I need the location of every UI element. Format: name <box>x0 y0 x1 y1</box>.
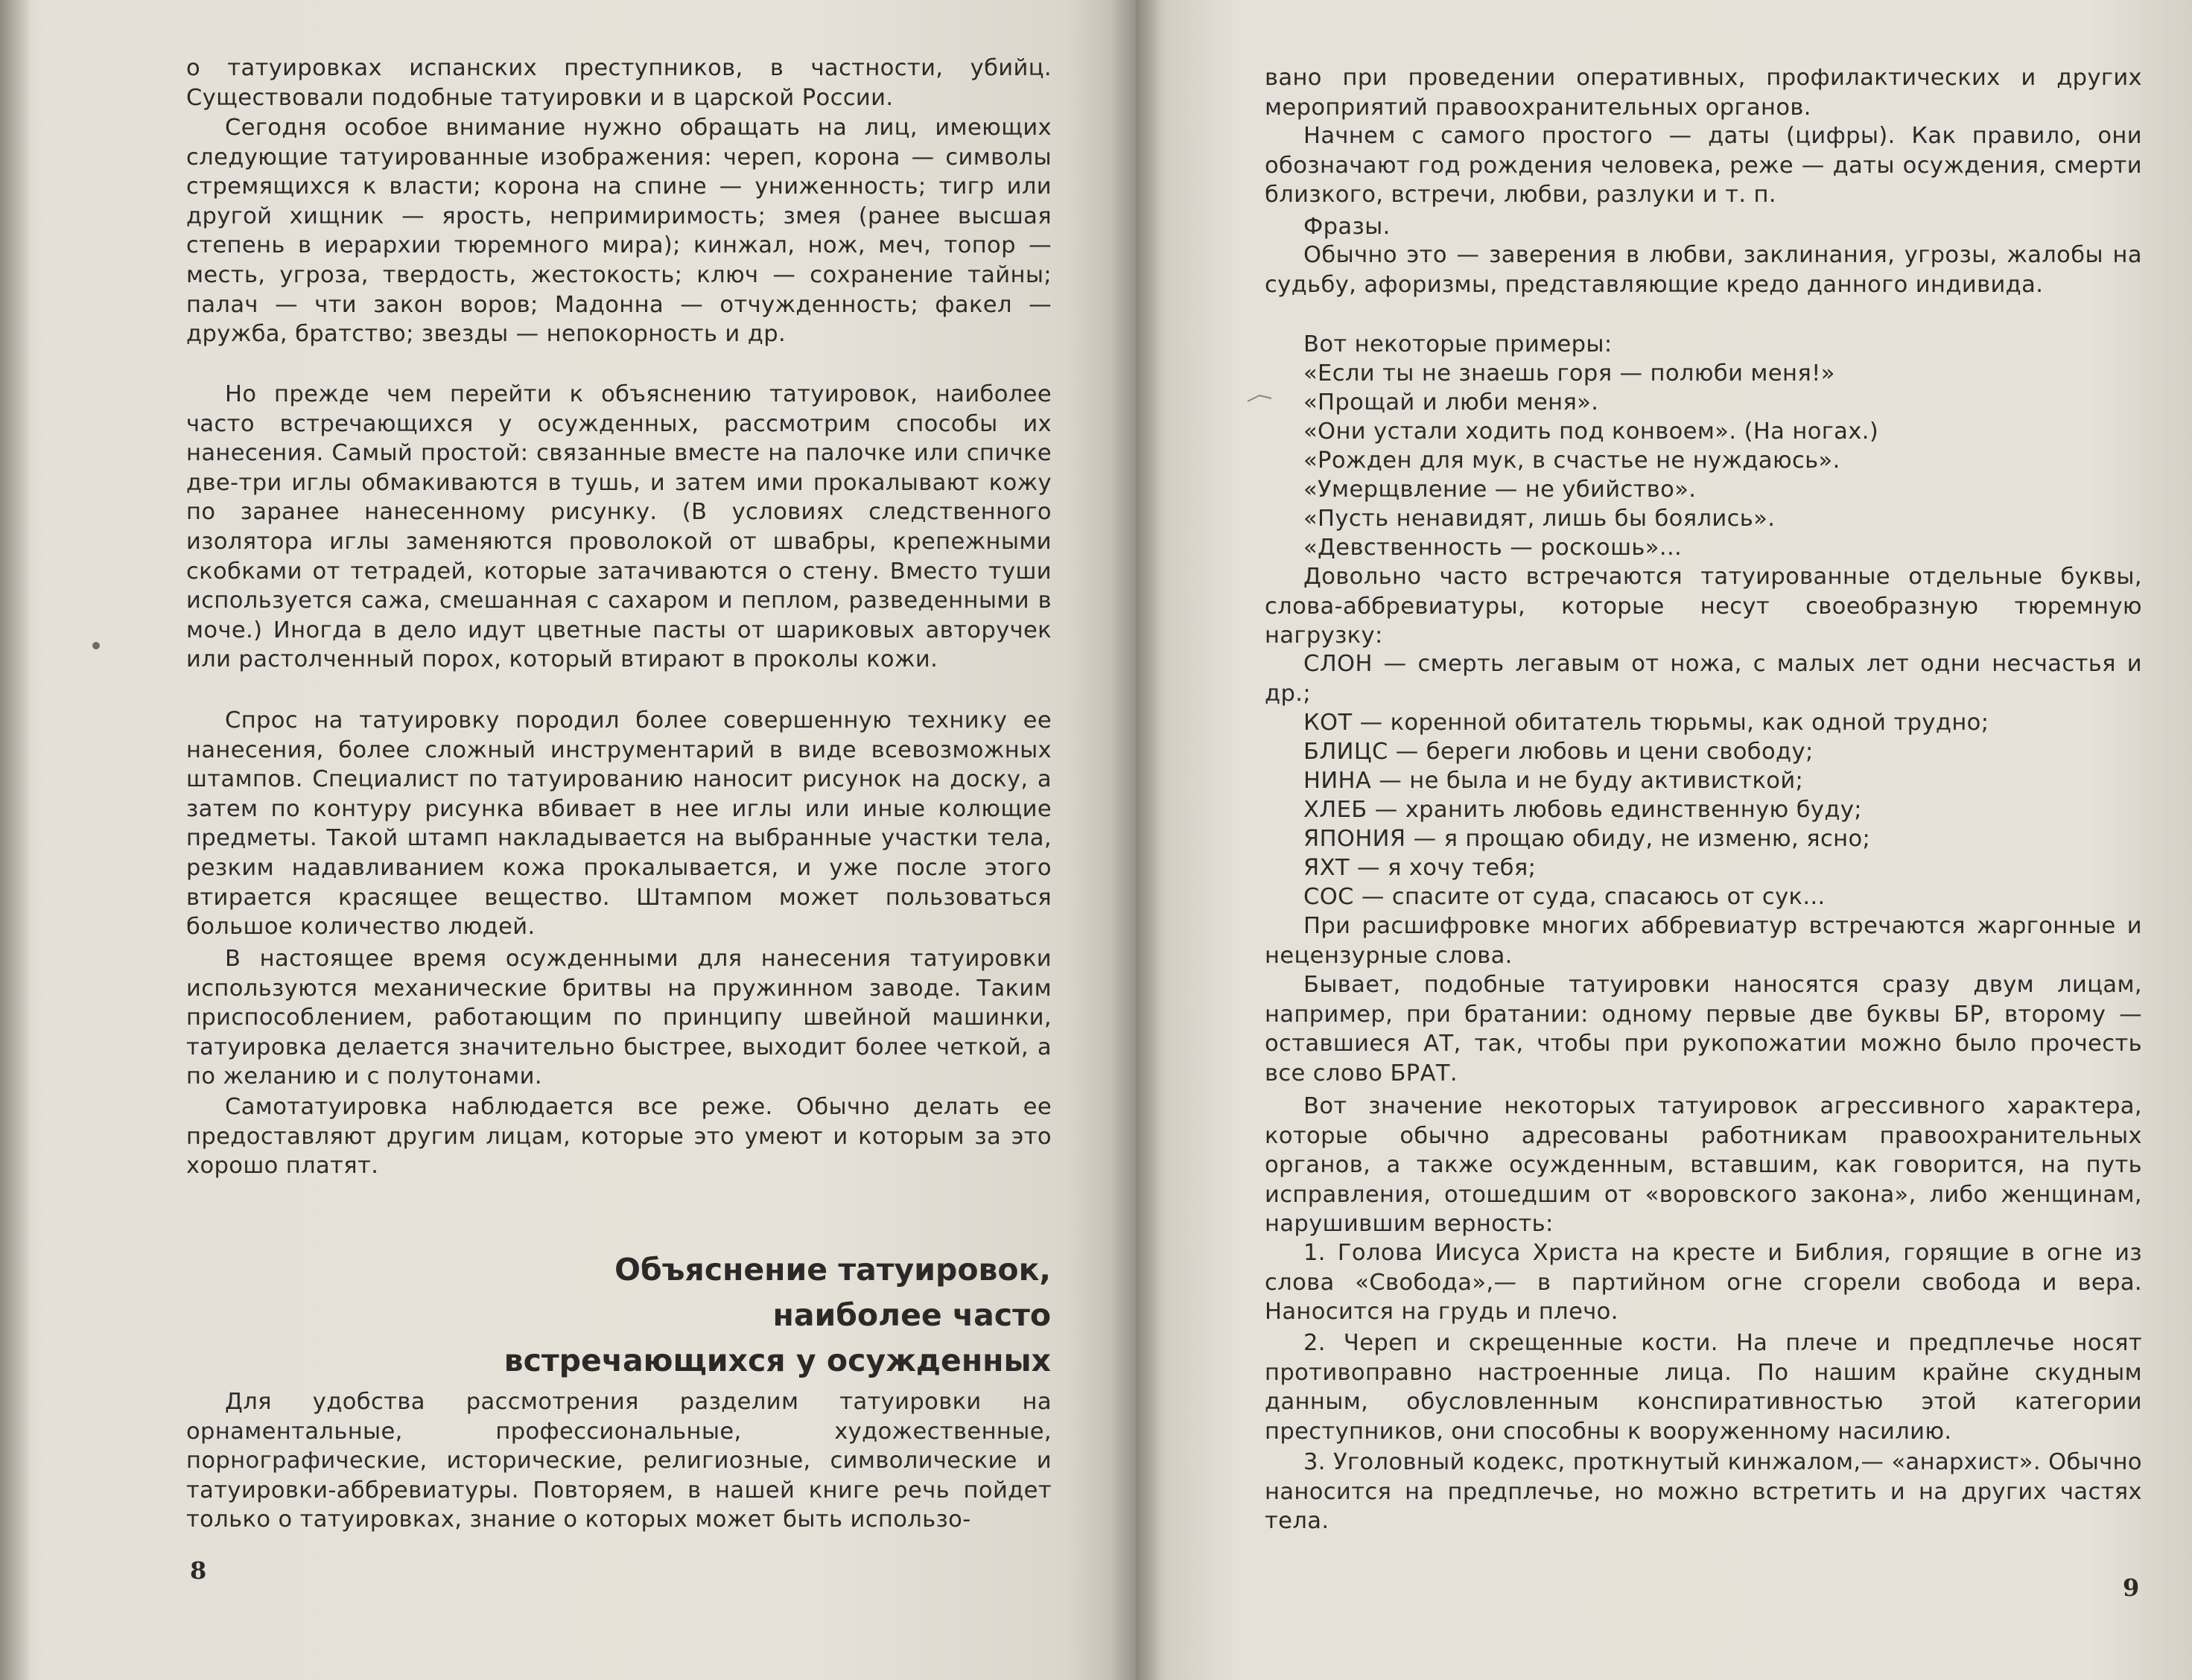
page-edge <box>0 0 31 1680</box>
abbr-yaponiya: ЯПОНИЯ — я прощаю обиду, не изменю, ясно; <box>1303 826 1871 852</box>
right-paragraph-4: Обычно это — заверения в любви, заклинания, угрозы, жалобы на судьбу, афоризмы, представляющие кредо данного индивида. <box>1265 242 2142 298</box>
right-item-3: 3. Уголовный кодекс, проткнутый кинжалом,— «анархист». Обычно наносится на предплечье, но можно встретить и на других частях тела. <box>1265 1449 2142 1535</box>
right-paragraph-7: При расшифровке многих аббревиатур встречаются жаргонные и нецензурные слова. <box>1265 913 2142 969</box>
abbr-yakht: ЯХТ — я хочу тебя; <box>1303 855 1537 881</box>
heading-line-3: встречающихся у осужденных <box>503 1343 1051 1378</box>
right-paragraph-3: Фразы. <box>1303 214 1391 240</box>
right-item-1: 1. Голова Иисуса Христа на кресте и Библия, горящие в огне из слова «Свобода»,— в партийном огне сгорели свобода и вера. Наносится на грудь и плечо. <box>1265 1240 2142 1326</box>
abbr-nina: НИНА — не была и не буду активисткой; <box>1303 768 1804 794</box>
page-number-left: 8 <box>190 1556 207 1585</box>
right-item-2: 2. Череп и скрещенные кости. На плече и предплечье носят противоправно настроенные лица. По нашим крайне скудным данным, обусловленным конспиративностью этой категории преступников, они способны к вооруженному насилию. <box>1265 1330 2142 1445</box>
abbr-blits: БЛИЦС — береги любовь и цени свободу; <box>1303 739 1814 765</box>
right-paragraph-8: Бывает, подобные татуировки наносятся сразу двум лицам, например, при братании: одному первые две буквы БР, второму — оставшиеся АТ, так, чтобы при рукопожатии можно было прочесть все слово БРАТ. <box>1265 972 2142 1086</box>
left-paragraph-3: Но прежде чем перейти к объяснению татуировок, наиболее часто встречающихся у осужденных, рассмотрим способы их нанесения. Самый простой: связанные вместе на палочке или спичке две-три иглы обмакиваются в тушь, и затем ими прокалывают кожу по заранее нанесенному рисунку. (В условиях следственного изолятора иглы заменяются проволокой от швабры, крепежными скобками от тетрадей, которые затачиваются о стену. Вместо туши используется сажа, смешанная с сахаром и пеплом, разведенными в моче.) Иногда в дело идут цветные пасты от шариковых авторучек или растолченный порох, который втирают в проколы кожи. <box>186 381 1052 673</box>
left-paragraph-6: Самотатуировка наблюдается все реже. Обычно делать ее предоставляют другим лицам, которые это умеют и которым за это хорошо платят. <box>186 1094 1052 1180</box>
left-paragraph-2: Сегодня особое внимание нужно обращать на лиц, имеющих следующие татуированные изображения: череп, корона — символы стремящихся к власти; корона на спине — униженность; тигр или другой хищник — ярость, непримиримость; змея (ранее высшая степень в иерархии тюремного мира); кинжал, нож, меч, топор — месть, угроза, твердость, жестокость; ключ — сохранение тайны; палач — чти закон воров; Мадонна — отчужденность; факел — дружба, братство; звезды — непокорность и др. <box>186 115 1052 348</box>
right-paragraph-1: вано при проведении оперативных, профилактических и других мероприятий правоохранительных органов. <box>1265 65 2142 121</box>
right-quote-2: «Прощай и люби меня». <box>1303 389 1599 416</box>
page-number-right: 9 <box>2123 1574 2140 1602</box>
abbr-khleb: ХЛЕБ — хранить любовь единственную буду; <box>1303 797 1862 823</box>
right-paragraph-6: Довольно часто встречаются татуированные отдельные буквы, слова-аббревиатуры, которые несут своеобразную тюремную нагрузку: <box>1265 564 2142 649</box>
right-quote-7: «Девственность — роскошь»... <box>1303 535 1683 561</box>
heading-line-1: Объяснение татуировок, <box>614 1252 1051 1288</box>
abbr-sos: СОС — спасите от суда, спасаюсь от сук... <box>1303 884 1826 910</box>
right-paragraph-9: Вот значение некоторых татуировок агрессивного характера, которые обычно адресованы работникам правоохранительных органов, а также осужденным, вставшим, как говорится, на путь исправления, отошедшим от «воровского закона», либо женщинам, нарушившим верность: <box>1265 1093 2142 1238</box>
left-paragraph-5: В настоящее время осужденными для нанесения татуировки используются механические бритвы на пружинном заводе. Таким приспособлением, работающим по принципу швейной машинки, татуировка делается значительно быстрее, выходит более четкой, а по желанию и с полутонами. <box>186 946 1052 1090</box>
right-quote-4: «Рожден для мук, в счастье не нуждаюсь». <box>1303 448 1840 474</box>
right-quote-5: «Умерщвление — не убийство». <box>1303 477 1697 503</box>
section-heading <box>455 1247 1051 1384</box>
left-paragraph-4: Спрос на татуировку породил более совершенную технику ее нанесения, более сложный инструментарий в виде всевозможных штампов. Специалист по татуированию наносит рисунок на доску, а затем по контуру рисунка вбивает в нее иглы или иные колющие предметы. Такой штамп накладывается на выбранные участки тела, резким надавливанием кожа прокалывается, и уже после этого втирается красящее вещество. Штампом может пользоваться большое количество людей. <box>186 707 1052 941</box>
left-paragraph-7: Для удобства рассмотрения разделим татуировки на орнаментальные, профессиональные, художественные, порнографические, исторические, религиозные, символические и татуировки-аббревиатуры. Повторяем, в нашей книге речь пойдет только о татуировках, знание о которых может быть использо- <box>186 1389 1052 1533</box>
right-quote-1: «Если ты не знаешь горя — полюби меня!» <box>1303 360 1835 386</box>
abbr-slon: СЛОН — смерть легавым от ножа, с малых лет одни несчастья и др.; <box>1265 651 2142 707</box>
right-paragraph-2: Начнем с самого простого — даты (цифры). Как правило, они обозначают год рождения человека, реже — даты осуждения, смерти близкого, встречи, любви, разлуки и т. п. <box>1265 123 2142 209</box>
abbr-kot: КОТ — коренной обитатель тюрьмы, как одной трудно; <box>1303 710 1989 736</box>
ink-spot-icon <box>91 640 101 651</box>
heading-line-2: наиболее часто <box>772 1297 1051 1333</box>
right-paragraph-5: Вот некоторые примеры: <box>1303 331 1613 357</box>
left-paragraph-1: о татуировках испанских преступников, в частности, убийц. Существовали подобные татуировки и в царской России. <box>186 55 1052 111</box>
right-quote-3: «Они устали ходить под конвоем». (На ногах.) <box>1303 419 1879 445</box>
right-quote-6: «Пусть ненавидят, лишь бы боялись». <box>1303 506 1776 532</box>
